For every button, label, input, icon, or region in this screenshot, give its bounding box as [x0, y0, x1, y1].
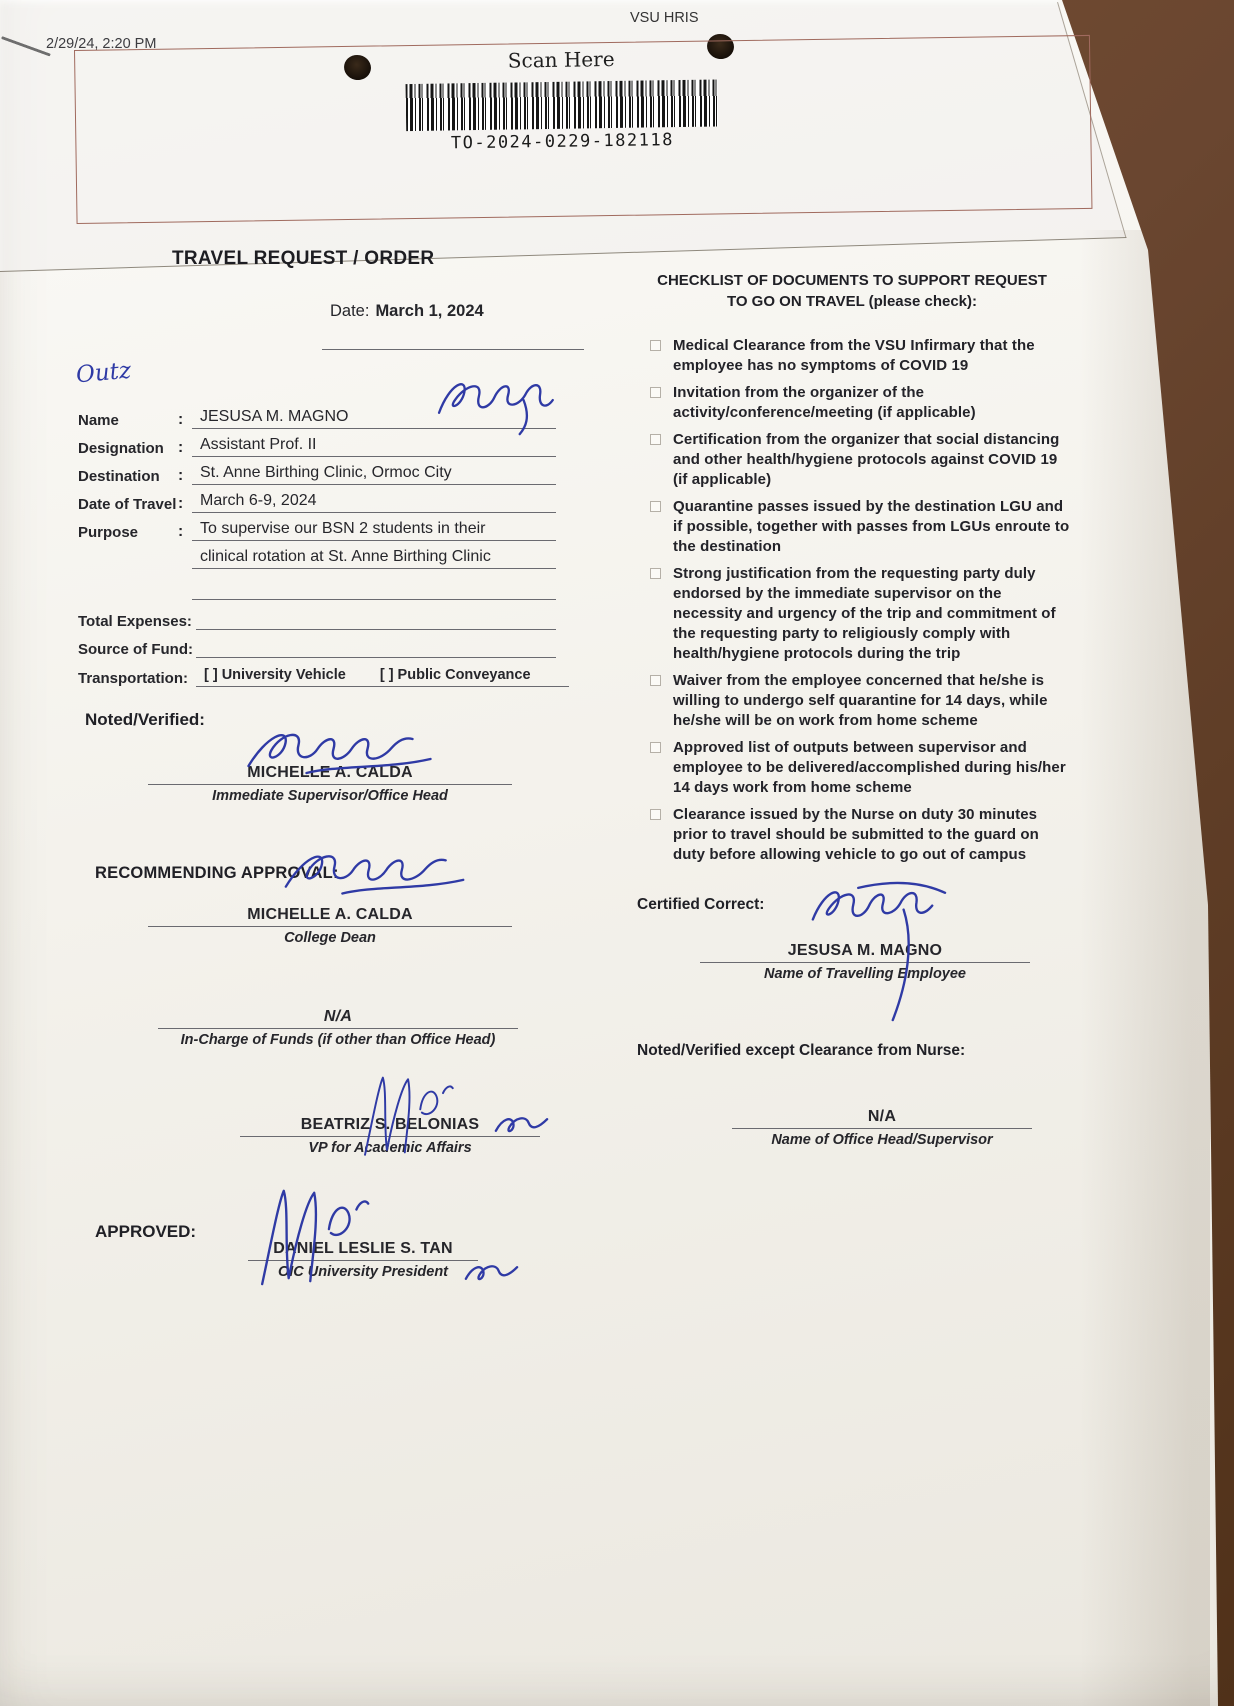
vp-academic-affairs-block	[240, 1116, 540, 1156]
checkbox-icon	[650, 387, 661, 398]
noted-verified-heading: Noted/Verified:	[85, 710, 205, 729]
president-role: OIC University President	[277, 1264, 449, 1280]
president-name: DANIEL LESLIE S. TAN	[273, 1240, 453, 1257]
colon: :	[178, 411, 184, 428]
signature-rule	[700, 962, 1030, 963]
office-head-supervisor-block	[732, 1108, 1032, 1148]
purpose-label: Purpose	[78, 524, 139, 541]
checkbox-icon	[650, 568, 661, 579]
vp-role: VP for Academic Affairs	[308, 1140, 472, 1156]
signature-rule	[148, 926, 512, 927]
checklist-item-text: Strong justification from the requesting party duly endorsed by the immediate supervisor on the necessity and urgency of the trip and commitment of the requesting party to religiously comply with health/hygiene protocols during the trip	[673, 565, 1056, 662]
checklist-item-text: Waiver from the employee concerned that he/she is willing to undergo self quarantine for 14 days, while he/she will be on work from home scheme	[673, 672, 1048, 729]
scan-here-label: Scan Here	[507, 46, 615, 73]
dean-role: College Dean	[284, 930, 376, 946]
field-row-purpose-line2	[78, 548, 556, 569]
total-expenses-label: Total Expenses:	[78, 613, 192, 630]
date-label: Date:	[330, 302, 370, 320]
checklist-item	[650, 564, 1074, 664]
field-row-name	[78, 408, 556, 429]
field-row-purpose	[78, 520, 556, 541]
office-head-role: Name of Office Head/Supervisor	[771, 1132, 993, 1148]
form-date-line	[330, 302, 484, 321]
recommending-approval-block	[148, 906, 512, 946]
employee-name: JESUSA M. MAGNO	[787, 942, 943, 959]
vp-name: BEATRIZ S. BELONIAS	[300, 1116, 480, 1133]
purpose-value-line2: clinical rotation at St. Anne Birthing Clinic	[192, 548, 556, 569]
dean-name: MICHELLE A. CALDA	[247, 906, 413, 923]
date-underline	[322, 349, 584, 350]
checklist-item	[650, 383, 1074, 423]
checklist-item	[650, 336, 1074, 376]
source-of-fund-value	[196, 638, 556, 658]
print-timestamp: 2/29/24, 2:20 PM	[46, 36, 157, 52]
checkbox-icon	[650, 501, 661, 512]
checkbox-icon	[650, 742, 661, 753]
in-charge-of-funds-block	[158, 1008, 518, 1048]
signature-rule	[732, 1128, 1032, 1129]
certified-correct-heading: Certified Correct:	[637, 896, 765, 913]
recommending-approval-heading: RECOMMENDING APPROVAL:	[95, 864, 339, 882]
date-of-travel-value: March 6-9, 2024	[192, 492, 556, 513]
designation-label: Designation	[78, 440, 164, 457]
checklist-item-text: Certification from the organizer that social distancing and other health/hygiene protocols against COVID 19 (if applicable)	[673, 431, 1060, 488]
checklist-item-text: Invitation from the organizer of the activity/conference/meeting (if applicable)	[673, 384, 976, 421]
checklist-item	[650, 497, 1074, 557]
field-row-total-expenses	[78, 610, 556, 630]
checklist-item	[650, 738, 1074, 798]
name-label: Name	[78, 412, 119, 429]
checklist-heading-line1: CHECKLIST OF DOCUMENTS TO SUPPORT REQUEST	[657, 272, 1047, 289]
checklist-item-text: Clearance issued by the Nurse on duty 30 minutes prior to travel should be submitted to the guard on duty before allowing vehicle to go out of campus	[673, 806, 1039, 863]
field-row-source-of-fund	[78, 638, 556, 658]
destination-label: Destination	[78, 468, 160, 485]
designation-value: Assistant Prof. II	[192, 436, 556, 457]
noted-except-nurse-heading: Noted/Verified except Clearance from Nurse:	[637, 1042, 966, 1059]
funds-role: In-Charge of Funds (if other than Office Head)	[180, 1032, 496, 1048]
field-row-designation	[78, 436, 556, 457]
checkbox-icon	[650, 340, 661, 351]
president-approval-block	[248, 1240, 478, 1280]
checklist-heading	[640, 270, 1064, 312]
checkbox-icon	[650, 434, 661, 445]
field-row-date-of-travel	[78, 492, 556, 513]
checklist-item-text: Approved list of outputs between supervisor and employee to be delivered/accomplished during his/her 14 days work from home scheme	[673, 739, 1066, 796]
checklist	[650, 336, 1074, 872]
destination-value: St. Anne Birthing Clinic, Ormoc City	[192, 464, 556, 485]
signature-rule	[148, 784, 512, 785]
field-row-transportation	[78, 666, 556, 687]
field-row-destination	[78, 464, 556, 485]
approved-heading: APPROVED:	[95, 1222, 197, 1241]
employee-role: Name of Travelling Employee	[764, 966, 966, 982]
checkbox-icon	[650, 809, 661, 820]
colon: :	[178, 495, 184, 512]
colon: :	[178, 523, 184, 540]
checklist-item	[650, 805, 1074, 865]
signature-rule	[248, 1260, 478, 1261]
checklist-item-text: Medical Clearance from the VSU Infirmary that the employee has no symptoms of COVID 19	[673, 337, 1035, 374]
scan-box	[74, 35, 1092, 224]
source-of-fund-label: Source of Fund:	[78, 641, 193, 658]
supervisor-name: MICHELLE A. CALDA	[247, 764, 413, 781]
signature-rule	[240, 1136, 540, 1137]
field-row-blank	[78, 580, 556, 600]
name-value: JESUSA M. MAGNO	[192, 408, 556, 429]
tracking-code: TO-2024-0229-182118	[450, 130, 675, 154]
barcode	[406, 79, 719, 131]
checklist-heading-line2: TO GO ON TRAVEL (please check):	[726, 293, 978, 310]
blank-line	[192, 580, 556, 600]
checklist-item-text: Quarantine passes issued by the destination LGU and if possible, together with passes from LGUs enroute to the destination	[673, 498, 1070, 555]
colon: :	[178, 467, 184, 484]
supervisor-role: Immediate Supervisor/Office Head	[212, 788, 448, 804]
signature-rule	[158, 1028, 518, 1029]
funds-name: N/A	[323, 1008, 353, 1025]
total-expenses-value	[196, 610, 556, 630]
purpose-value-line1: To supervise our BSN 2 students in their	[192, 520, 556, 541]
transportation-options	[196, 666, 569, 687]
transportation-label: Transportation:	[78, 670, 189, 687]
form-title: TRAVEL REQUEST / ORDER	[172, 248, 435, 269]
paper-edge-shading	[1080, 230, 1210, 1706]
colon: :	[178, 439, 184, 456]
date-value: March 1, 2024	[375, 302, 484, 320]
noted-verified-block	[148, 764, 512, 804]
travelling-employee-block	[700, 942, 1030, 982]
checklist-item	[650, 671, 1074, 731]
transportation-option-public-conveyance: [ ] Public Conveyance	[379, 667, 531, 683]
checkbox-icon	[650, 675, 661, 686]
office-head-name: N/A	[867, 1108, 897, 1125]
handwritten-note: Outz	[74, 357, 133, 389]
date-of-travel-label: Date of Travel	[78, 496, 177, 513]
transportation-option-university-vehicle: [ ] University Vehicle	[204, 667, 346, 683]
checklist-item	[650, 430, 1074, 490]
hris-page-title: VSU HRIS	[630, 10, 699, 26]
